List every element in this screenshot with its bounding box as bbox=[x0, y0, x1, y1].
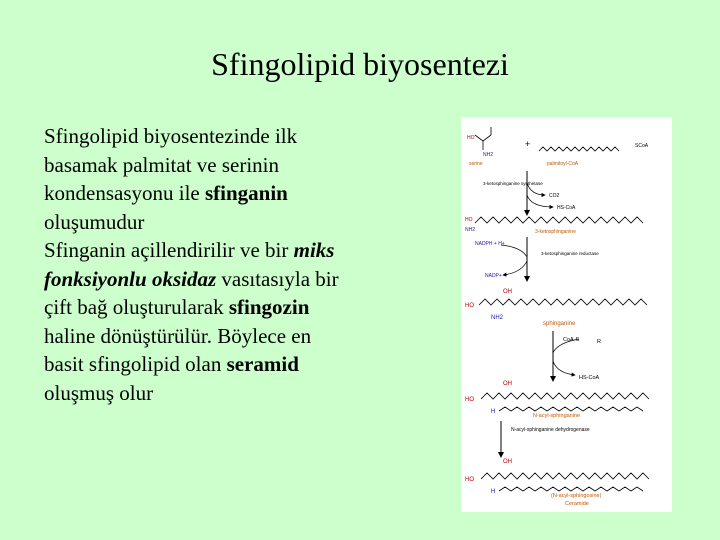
ceramide-label: Ceramide bbox=[565, 501, 589, 507]
serine-ho: HO bbox=[467, 135, 475, 141]
co2-label: CO2 bbox=[549, 193, 560, 199]
plus-sign: + bbox=[525, 139, 531, 149]
ceramide-oh: OH bbox=[503, 459, 512, 465]
slide-title: Sfingolipid biyosentezi bbox=[211, 46, 509, 82]
hs-coa-2-label: HS-CoA bbox=[579, 375, 600, 381]
term-miks-fonksiyonlu-oksidaz: miks fonksiyonlu oksidaz bbox=[44, 238, 335, 291]
n-acyl-sphinganine-chain bbox=[481, 393, 649, 399]
r-label: R bbox=[597, 339, 601, 345]
enzyme-2-label: 3-ketosphinganine reductase bbox=[541, 251, 599, 256]
serine-structure bbox=[475, 127, 491, 150]
ketosphinganine-ho: HO bbox=[465, 217, 473, 223]
sphinganine-label: sphinganine bbox=[543, 321, 576, 327]
paragraph-2 bbox=[44, 238, 339, 405]
ceramide-acyl bbox=[499, 487, 643, 491]
ceramide-ho: HO bbox=[465, 477, 474, 483]
slide-body bbox=[44, 122, 354, 407]
pathway-diagram bbox=[461, 117, 672, 512]
n-acyl-sphinganine-ho: HO bbox=[465, 397, 474, 403]
text-run: Sfinganin açillendirilir ve bir bbox=[44, 238, 294, 262]
serine-nh2: NH2 bbox=[483, 152, 494, 158]
text-run: vasıtasıyla bir çift bağ oluşturularak bbox=[44, 266, 339, 319]
hs-coa-1-label: HS-CoA bbox=[557, 205, 576, 211]
ketosphinganine-nh2: NH2 bbox=[465, 227, 476, 233]
coa-s-label: CoA-S bbox=[563, 337, 580, 343]
palmitoyl-coa-label: palmitoyl-CoA bbox=[547, 161, 579, 167]
curve-nadp bbox=[503, 261, 527, 275]
sphinganine-chain bbox=[479, 299, 647, 305]
ceramide-chain bbox=[481, 473, 649, 479]
curve-nadph bbox=[501, 245, 527, 257]
sphinganine-nh2: NH2 bbox=[491, 315, 504, 321]
s-coa-label: SCoA bbox=[635, 143, 649, 149]
text-run: haline dönüştürülür. Böylece en basit sfingolipid olan bbox=[44, 323, 312, 376]
n-acyl-sphinganine-oh: OH bbox=[503, 381, 512, 387]
nadp-label: NADP+ bbox=[485, 273, 502, 279]
sphingolipid-pathway-figure bbox=[461, 117, 672, 512]
paragraph-1 bbox=[44, 124, 297, 234]
curve-hs-coa-2 bbox=[553, 361, 575, 375]
text-run: Sfingolipid biyosentezinde ilk basamak palmitat ve serinin kondensasyonu ile bbox=[44, 124, 298, 205]
ketosphinganine-chain bbox=[475, 217, 643, 223]
n-acyl-sphinganine-acyl bbox=[499, 407, 643, 411]
ceramide-h: H bbox=[491, 489, 496, 495]
enzyme-3-label: N-acyl-sphinganine dehydrogenase bbox=[511, 427, 590, 433]
ketosphinganine-label: 3-ketosphinganine bbox=[535, 229, 576, 235]
text-run: oluşmuş olur bbox=[44, 380, 154, 405]
n-acyl-sphingosine-label: (N-acyl-sphingosine) bbox=[551, 493, 602, 499]
serine-label: serine bbox=[469, 161, 483, 167]
palmitoyl-chain bbox=[539, 147, 619, 151]
term-sfingozin: sfingozin bbox=[228, 295, 310, 319]
term-sfinganin: sfinganin bbox=[204, 181, 288, 205]
nadph-label: NADPH + H+ bbox=[475, 241, 505, 247]
term-seramid: seramid bbox=[226, 352, 299, 376]
sphinganine-ho: HO bbox=[465, 303, 474, 309]
n-acyl-sphinganine-h: H bbox=[491, 409, 496, 415]
enzyme-1-label: 3-ketosphinganine synthetase bbox=[483, 181, 543, 186]
sphinganine-oh: OH bbox=[503, 289, 512, 295]
n-acyl-sphinganine-label: N-acyl-sphinganine bbox=[533, 413, 581, 419]
text-run: oluşumudur bbox=[44, 209, 145, 234]
